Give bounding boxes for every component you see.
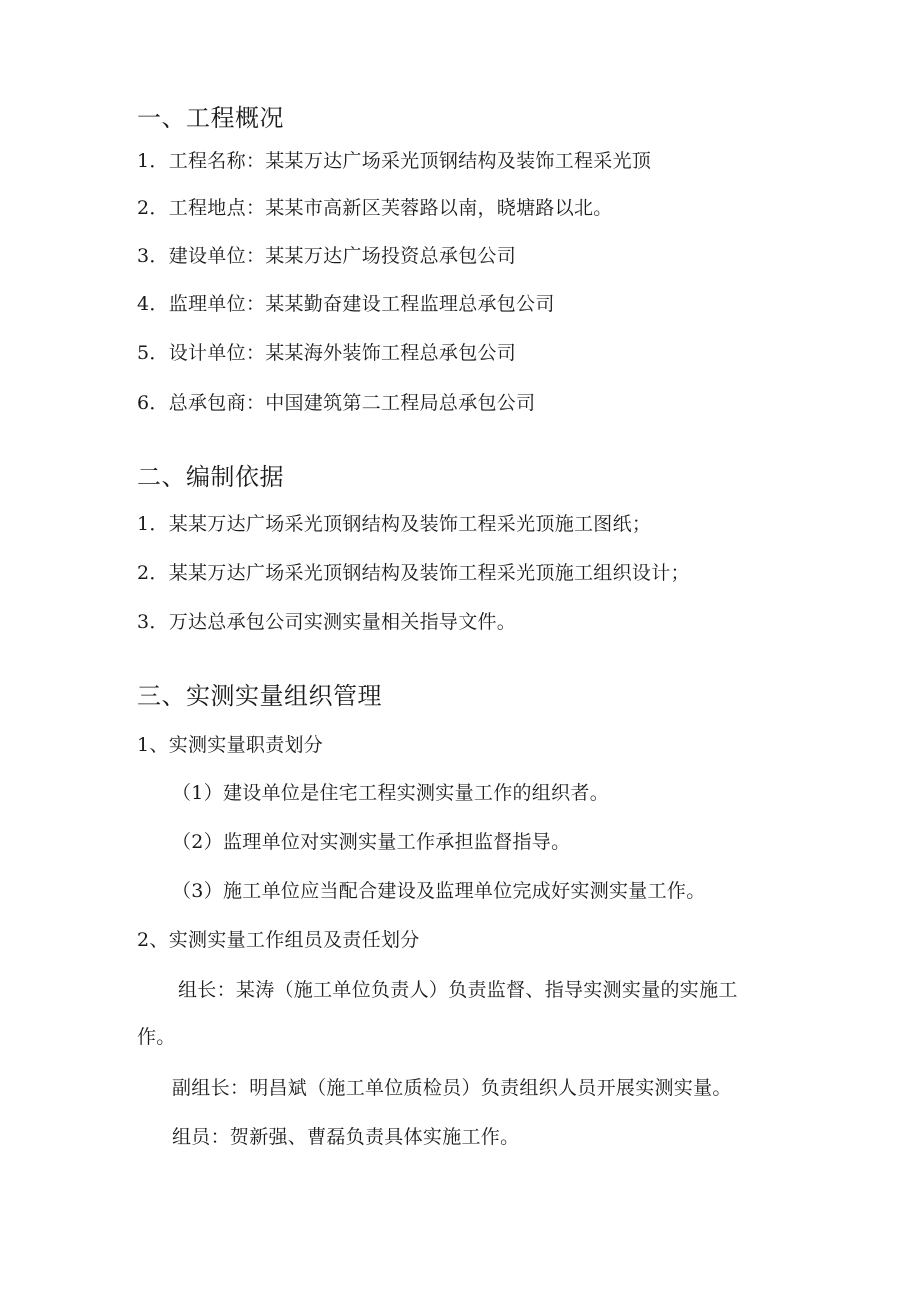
- overview-item-designer: 5．设计单位：某某海外装饰工程总承包公司: [137, 342, 517, 364]
- team-deputy-text: 副组长：明昌斌（施工单位质检员）负责组织人员开展实测实量。: [172, 1077, 732, 1099]
- team-members-text: 组员：贺新强、曹磊负责具体实施工作。: [172, 1126, 520, 1148]
- overview-item-supervisor: 4．监理单位：某某勤奋建设工程监理总承包公司: [137, 293, 555, 315]
- overview-item-location: 2．工程地点：某某市高新区芙蓉路以南，晓塘路以北。: [137, 197, 613, 219]
- duty-item-supervisor: （2）监理单位对实测实量工作承担监督指导。: [172, 831, 571, 853]
- basis-item-organization-design: 2．某某万达广场采光顶钢结构及装饰工程采光顶施工组织设计；: [137, 562, 690, 584]
- overview-item-project-name: 1．工程名称：某某万达广场采光顶钢结构及装饰工程采光顶: [137, 150, 652, 172]
- team-leader-text-continued: 作。: [137, 1026, 176, 1048]
- overview-item-contractor: 6．总承包商：中国建筑第二工程局总承包公司: [137, 392, 536, 414]
- duty-item-owner: （1）建设单位是住宅工程实测实量工作的组织者。: [172, 782, 609, 804]
- section-heading-overview: 一、工程概况: [137, 104, 284, 132]
- basis-item-guidance-docs: 3．万达总承包公司实测实量相关指导文件。: [137, 611, 517, 633]
- basis-item-drawings: 1．某某万达广场采光顶钢结构及装饰工程采光顶施工图纸；: [137, 513, 652, 535]
- team-leader-text: 组长：某涛（施工单位负责人）负责监督、指导实测实量的实施工: [178, 979, 738, 1001]
- section-heading-basis: 二、编制依据: [137, 463, 284, 491]
- section-heading-management: 三、实测实量组织管理: [137, 682, 382, 710]
- subsection-title-team: 2、实测实量工作组员及责任划分: [137, 929, 420, 951]
- overview-item-owner: 3．建设单位：某某万达广场投资总承包公司: [137, 245, 517, 267]
- duty-item-contractor: （3）施工单位应当配合建设及监理单位完成好实测实量工作。: [172, 880, 706, 902]
- subsection-title-duties: 1、实测实量职责划分: [137, 734, 324, 756]
